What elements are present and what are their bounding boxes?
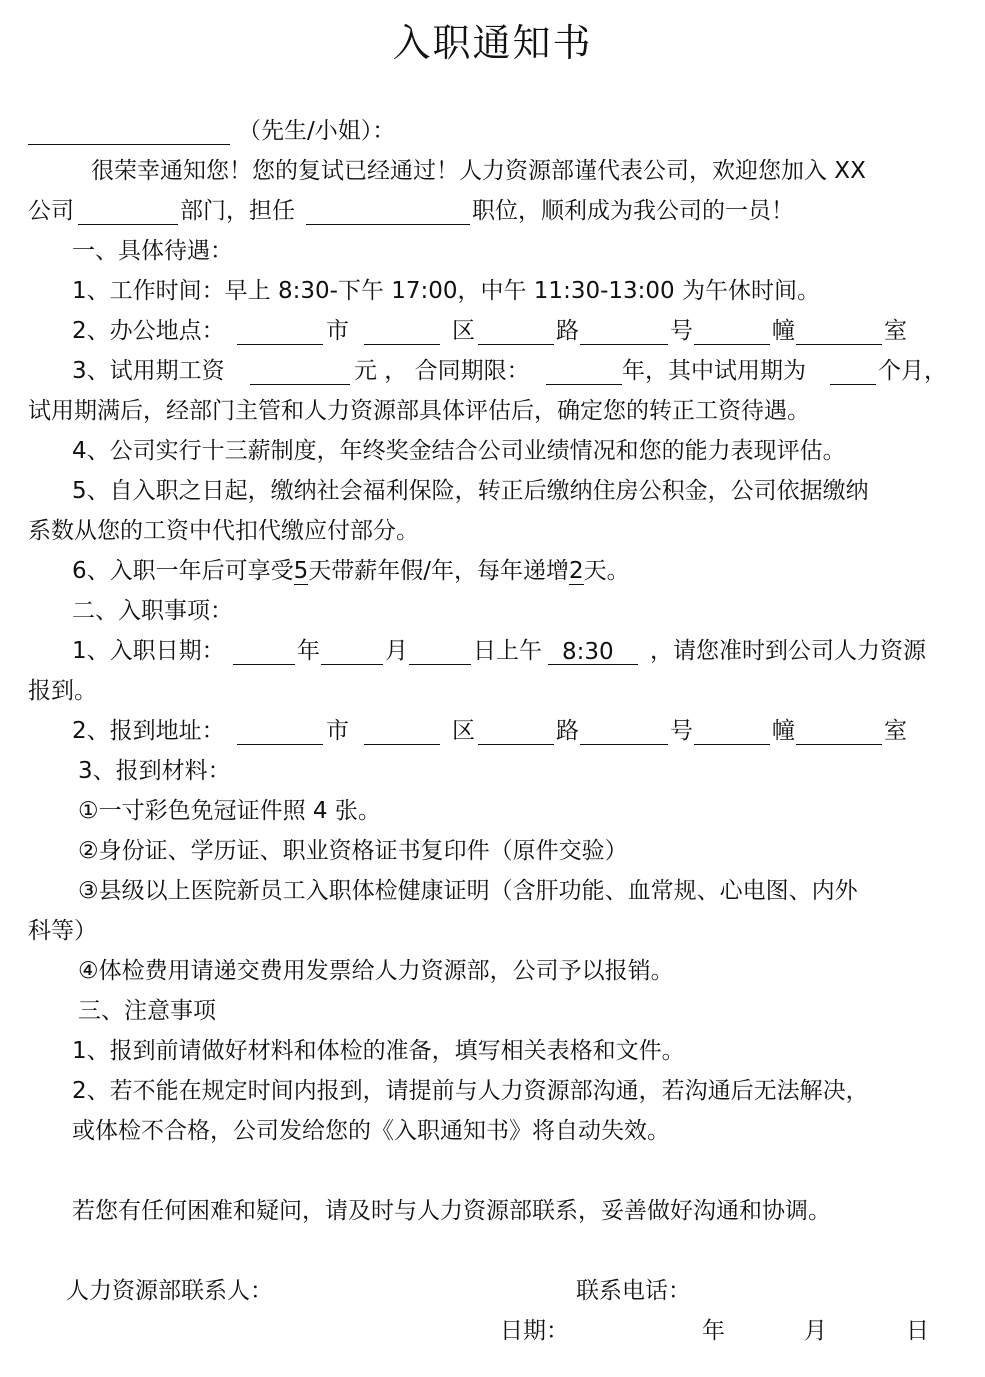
office-road-blank[interactable] [478, 317, 554, 345]
start-day-blank[interactable] [409, 637, 471, 665]
note-2-line-2 [0, 1111, 985, 1151]
probation-line-2 [0, 391, 985, 431]
department-blank[interactable] [78, 197, 178, 225]
report-city-blank[interactable] [237, 717, 323, 745]
salutation-line [0, 111, 985, 151]
material-3-line [0, 871, 985, 911]
note-1-line [0, 1031, 985, 1071]
work-hours: 1、工作时间：早上 8:30-下午 17:00，中午 11:30-13:00 为午休时间。 [72, 278, 820, 304]
material-3: ③县级以上医院新员工入职体检健康证明（含肝功能、血常规、心电图、内外 [78, 878, 858, 904]
note-2-line [0, 1071, 985, 1111]
start-month: 月 [385, 638, 408, 664]
report-text: 报到。 [28, 678, 97, 704]
office-district-blank[interactable] [364, 317, 440, 345]
contract-term-label: 元 ， 合同期限： [354, 358, 530, 384]
report-number-blank[interactable] [580, 717, 668, 745]
report-room-blank[interactable] [796, 717, 882, 745]
material-3-line-2 [0, 911, 985, 951]
start-day: 日上午 [473, 638, 542, 664]
report-district-blank[interactable] [364, 717, 440, 745]
office-address-label: 2、办公地点： [72, 318, 225, 344]
office-building-blank[interactable] [694, 317, 770, 345]
insurance-line-1 [0, 471, 985, 511]
report-road: 路 [556, 718, 579, 744]
salutation-text: （先生/小姐）： [238, 118, 396, 144]
bonus-line [0, 431, 985, 471]
office-city: 市 [326, 318, 349, 344]
section3-heading-line [0, 991, 985, 1031]
report-district: 区 [452, 718, 475, 744]
report-building: 幢 [772, 718, 795, 744]
material-2-line [0, 831, 985, 871]
hr-contact-label: 人力资源部联系人： [66, 1278, 273, 1304]
document-title: 入职通知书 [392, 21, 593, 65]
position-blank[interactable] [306, 197, 470, 225]
date-month: 月 [804, 1318, 827, 1344]
section1-heading: 一、具体待遇： [72, 238, 233, 264]
closing-line [0, 1191, 985, 1231]
annual-leave: 6、入职一年后可享受5天带薪年假/年，每年递增2天。 [72, 558, 630, 584]
section3-heading: 三、注意事项 [78, 998, 216, 1024]
material-4: ④体检费用请递交费用发票给人力资源部，公司予以报销。 [78, 958, 674, 984]
work-hours-line [0, 271, 985, 311]
office-number: 号 [670, 318, 693, 344]
office-district: 区 [452, 318, 475, 344]
office-address-line [0, 311, 985, 351]
material-4-line [0, 951, 985, 991]
date-year: 年 [702, 1318, 725, 1344]
probation-salary-blank[interactable] [250, 357, 350, 385]
section2-heading-line [0, 591, 985, 631]
material-1: ①一寸彩色免冠证件照 4 张。 [78, 798, 381, 824]
start-date-instruction: ，请您准时到公司人力资源 [650, 638, 926, 664]
intro-department: 部门，担任 [180, 198, 295, 224]
date-day: 日 [906, 1318, 929, 1344]
start-date-line [0, 631, 985, 671]
insurance-policy-1: 5、自入职之日起，缴纳社会福利保险，转正后缴纳住房公积金，公司依据缴纳 [72, 478, 869, 504]
report-address-label: 2、报到地址： [72, 718, 225, 744]
note-2-continued: 或体检不合格，公司发给您的《入职通知书》将自动失效。 [72, 1118, 670, 1144]
materials-heading: 3、报到材料： [78, 758, 231, 784]
report-number: 号 [670, 718, 693, 744]
start-year-blank[interactable] [233, 637, 295, 665]
office-number-blank[interactable] [580, 317, 668, 345]
start-year: 年 [297, 638, 320, 664]
insurance-policy-2: 系数从您的工资中代扣代缴应付部分。 [28, 518, 419, 544]
insurance-line-2 [0, 511, 985, 551]
date-label: 日期： [500, 1318, 569, 1344]
section1-heading-line [0, 231, 985, 271]
start-date-label: 1、入职日期： [72, 638, 225, 664]
name-blank[interactable] [28, 117, 230, 145]
office-road: 路 [556, 318, 579, 344]
material-2: ②身份证、学历证、职业资格证书复印件（原件交验） [78, 838, 628, 864]
section2-heading: 二、入职事项： [72, 598, 233, 624]
start-time: 8:30 [548, 637, 638, 665]
contract-years-blank[interactable] [546, 357, 622, 385]
probation-salary-label: 3、试用期工资 [72, 358, 225, 384]
intro-text-1: 很荣幸通知您！您的复试已经通过！人力资源部谨代表公司，欢迎您加入 XX [91, 158, 866, 184]
footer-date-line [0, 1311, 985, 1351]
office-room: 室 [884, 318, 907, 344]
office-building: 幢 [772, 318, 795, 344]
probation-line-1 [0, 351, 985, 391]
office-city-blank[interactable] [237, 317, 323, 345]
closing-text: 若您有任何困难和疑问，请及时与人力资源部联系，妥善做好沟通和协调。 [72, 1198, 831, 1224]
bonus-policy: 4、公司实行十三薪制度，年终奖金结合公司业绩情况和您的能力表现评估。 [72, 438, 846, 464]
annual-leave-line [0, 551, 985, 591]
material-1-line [0, 791, 985, 831]
office-room-blank[interactable] [796, 317, 882, 345]
note-2: 2、若不能在规定时间内报到，请提前与人力资源部沟通，若沟通后无法解决， [72, 1078, 869, 1104]
report-address-line [0, 711, 985, 751]
probation-months-blank[interactable] [830, 357, 876, 385]
leave-increment: 2 [569, 558, 584, 584]
intro-line-1 [0, 151, 985, 191]
footer-contact-line [0, 1271, 985, 1311]
intro-line-2 [0, 191, 985, 231]
report-room: 室 [884, 718, 907, 744]
intro-position: 职位，顺利成为我公司的一员！ [472, 198, 794, 224]
start-month-blank[interactable] [321, 637, 383, 665]
probation-months-unit: 个月， [878, 358, 947, 384]
report-building-blank[interactable] [694, 717, 770, 745]
probation-evaluation: 试用期满后，经部门主管和人力资源部具体评估后，确定您的转正工资待遇。 [28, 398, 810, 424]
intro-company: 公司 [28, 198, 74, 224]
probation-period-label: 年，其中试用期为 [622, 358, 806, 384]
leave-days: 5 [293, 558, 309, 584]
report-road-blank[interactable] [478, 717, 554, 745]
materials-heading-line [0, 751, 985, 791]
phone-label: 联系电话： [576, 1278, 691, 1304]
start-date-line-2 [0, 671, 985, 711]
material-3-continued: 科等） [28, 918, 97, 944]
report-city: 市 [326, 718, 349, 744]
note-1: 1、报到前请做好材料和体检的准备，填写相关表格和文件。 [72, 1038, 685, 1064]
